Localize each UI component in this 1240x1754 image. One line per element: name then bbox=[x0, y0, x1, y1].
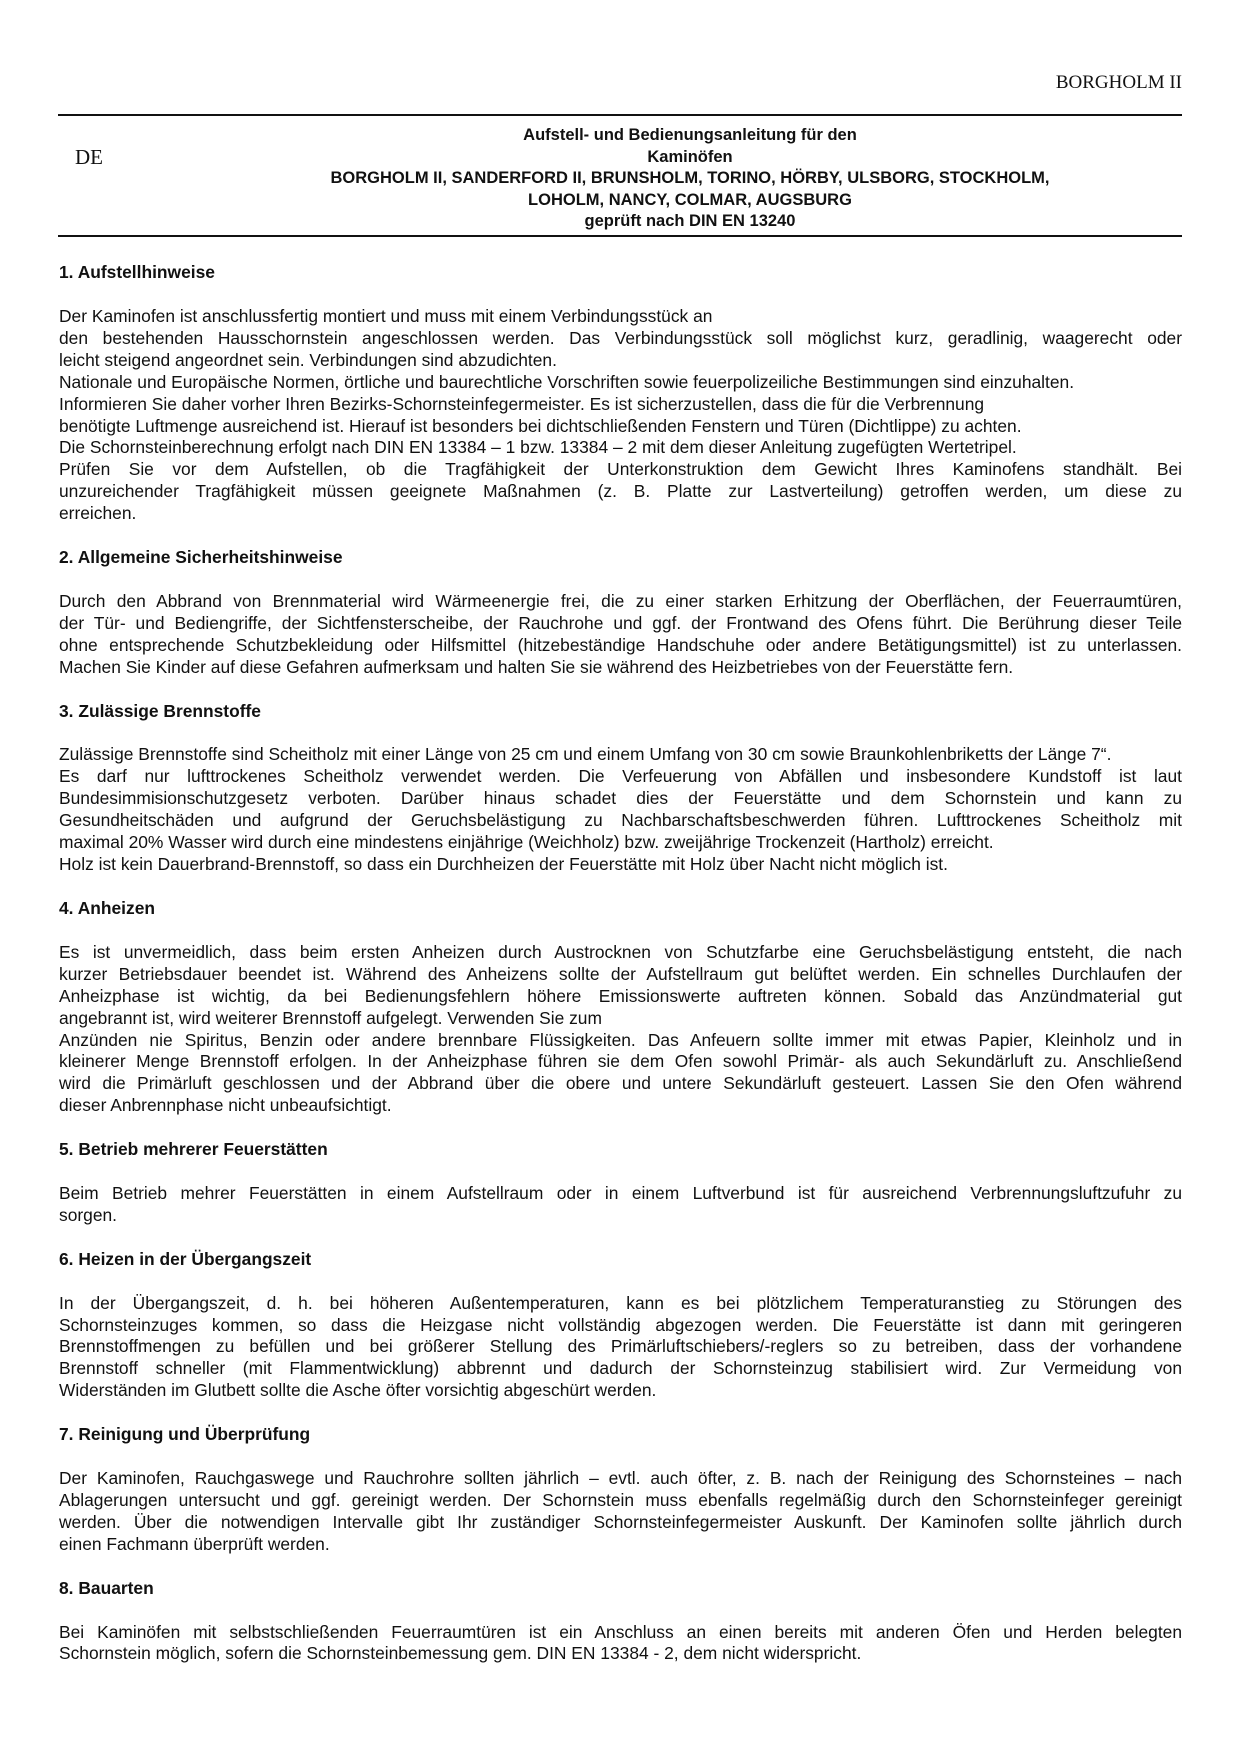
title-line: Aufstell- und Bedienungsanleitung für den bbox=[523, 126, 857, 144]
text-line: Informieren Sie daher vorher Ihren Bezirks-Schornsteinfegermeister. Es ist sicherzustellen, dass die für die Verbrennung bbox=[59, 393, 985, 414]
section-body bbox=[59, 1468, 1182, 1556]
paragraph bbox=[59, 372, 1182, 394]
section-body bbox=[59, 1183, 1182, 1227]
text-line: der Tür- und Bediengriffe, der Sichtfensterscheibe, der Rauchrohe und ggf. der Frontwand des Ofens führt. Die Berührung dieser Teile bbox=[59, 612, 1182, 633]
text-line: Es darf nur lufttrockenes Scheitholz verwendet werden. Die Verfeuerung von Abfällen und insbesondere Kundstoff ist laut bbox=[59, 766, 1182, 787]
text-line: Holz ist kein Dauerbrand-Brennstoff, so dass ein Durchheizen der Feuerstätte mit Holz über Nacht nicht möglich ist. bbox=[59, 854, 948, 875]
text-line: benötigte Luftmenge ausreichend ist. Hierauf ist besonders bei dichtschließenden Fenstern und Türen (Dichtlippe) zu achten. bbox=[59, 415, 1022, 436]
text-line: Brennstoffmengen zu befüllen und bei größerer Stellung des Primärluftschiebers/-reglers so zu betreiben, dass der vorhandene bbox=[59, 1336, 1182, 1357]
language-code: DE bbox=[75, 145, 103, 169]
text-line: Schornstein möglich, sofern die Schornsteinbemessung gem. DIN EN 13384 - 2, dem nicht widerspricht. bbox=[59, 1643, 862, 1664]
text-line: wird die Primärluft geschlossen und der Abbrand über die obere und untere Sekundärluft gesteuert. Lassen Sie den Ofen während bbox=[59, 1073, 1182, 1094]
paragraph bbox=[59, 854, 1182, 876]
section-body bbox=[59, 744, 1182, 876]
text-line: erreichen. bbox=[59, 503, 137, 524]
text-line: leicht steigend angeordnet sein. Verbindungen sind abzudichten. bbox=[59, 349, 557, 370]
text-line: Brennstoff schneller (mit Flammentwicklung) abbrennt und dadurch der Schornsteinzug stabilisiert wird. Zur Vermeidung von bbox=[59, 1358, 1182, 1379]
title-line: LOHOLM, NANCY, COLMAR, AUGSBURG bbox=[528, 190, 852, 209]
section-heading: 3. Zulässige Brennstoffe bbox=[59, 700, 261, 721]
section-body bbox=[59, 942, 1182, 1117]
paragraph bbox=[59, 416, 1182, 438]
section-heading: 6. Heizen in der Übergangszeit bbox=[59, 1248, 312, 1269]
paragraph bbox=[59, 394, 1182, 416]
section-heading: 2. Allgemeine Sicherheitshinweise bbox=[59, 547, 343, 568]
paragraph bbox=[59, 1183, 1182, 1227]
text-line: Zulässige Brennstoffe sind Scheitholz mit einer Länge von 25 cm und einem Umfang von 30 cm sowie Braunkohlenbriketts der Länge 7“. bbox=[59, 744, 1112, 765]
paragraph bbox=[59, 1030, 1182, 1118]
text-line: Der Kaminofen ist anschlussfertig montiert und muss mit einem Verbindungsstück an bbox=[59, 305, 713, 326]
paragraph bbox=[59, 328, 1182, 372]
header-rule-bottom bbox=[58, 235, 1182, 237]
text-line: unzureichender Tragfähigkeit müssen geeignete Maßnahmen (z. B. Platte zur Lastverteilung) getroffen werden, um diese zu bbox=[59, 481, 1182, 502]
text-line: Machen Sie Kinder auf diese Gefahren aufmerksam und halten Sie sie während des Heizbetriebes von der Feuerstätte fern. bbox=[59, 656, 1014, 677]
header-rule-top bbox=[58, 114, 1182, 116]
text-line: kurzer Betriebsdauer beendet ist. Während des Anheizens sollte der Aufstellraum gut belüftet werden. Ein schnelles Durchlaufen der bbox=[59, 963, 1182, 984]
document-title bbox=[160, 125, 1220, 233]
text-line: ohne entsprechende Schutzbekleidung oder Hilfsmittel (hitzebeständige Handschuhe oder andere Betätigungsmittel) ist zu unterlassen. bbox=[59, 634, 1182, 655]
text-line: Der Kaminofen, Rauchgaswege und Rauchrohre sollten jährlich – evtl. auch öfter, z. B. nach der Reinigung des Schornsteines – nach bbox=[59, 1468, 1182, 1489]
text-line: Widerständen im Glutbett sollte die Asche öfter vorsichtig abgeschürt werden. bbox=[59, 1380, 657, 1401]
text-line: Schornsteinzuges kommen, so dass die Heizgase nicht vollständig abgezogen werden. Die Feuerstätte ist dann mit geringeren bbox=[59, 1314, 1182, 1335]
text-line: maximal 20% Wasser wird durch eine mindestens einjährige (Weichholz) bzw. zweijährige Trockenzeit (Hartholz) erreicht. bbox=[59, 832, 994, 853]
paragraph bbox=[59, 942, 1182, 1030]
text-line: Durch den Abbrand von Brennmaterial wird Wärmeenergie frei, die zu einer starken Erhitzung der Oberflächen, der Feuerraumtüren, bbox=[59, 590, 1182, 611]
text-line: einen Fachmann überprüft werden. bbox=[59, 1533, 330, 1554]
text-line: Prüfen Sie vor dem Aufstellen, ob die Tragfähigkeit der Unterkonstruktion dem Gewicht Ihres Kaminofens standhält. Bei bbox=[59, 459, 1182, 480]
title-line: BORGHOLM II, SANDERFORD II, BRUNSHOLM, TORINO, HÖRBY, ULSBORG, STOCKHOLM, bbox=[330, 169, 1050, 187]
paragraph bbox=[59, 744, 1182, 766]
text-line: Es ist unvermeidlich, dass beim ersten Anheizen durch Austrocknen von Schutzfarbe eine Geruchsbelästigung entsteht, die nach bbox=[59, 941, 1182, 962]
text-line: Ablagerungen untersucht und ggf. gereinigt werden. Der Schornstein muss ebenfalls regelmäßig durch den Schornsteinfeger gereinigt bbox=[59, 1489, 1182, 1510]
paragraph bbox=[59, 1468, 1182, 1556]
text-line: dieser Anbrennphase nicht unbeaufsichtigt. bbox=[59, 1095, 392, 1116]
text-line: Bei Kaminöfen mit selbstschließenden Feuerraumtüren ist ein Anschluss an einen bereits mit anderen Öfen und Herden belegten bbox=[59, 1621, 1182, 1642]
paragraph bbox=[59, 1622, 1182, 1666]
text-line: angebrannt ist, wird weiterer Brennstoff aufgelegt. Verwenden Sie zum bbox=[59, 1007, 602, 1028]
text-line: Die Schornsteinberechnung erfolgt nach DIN EN 13384 – 1 bzw. 13384 – 2 mit dem dieser Anleitung zugefügten Wertetripel. bbox=[59, 437, 1017, 458]
section-body bbox=[59, 306, 1182, 525]
paragraph bbox=[59, 1293, 1182, 1403]
text-line: werden. Über die notwendigen Intervalle gibt Ihr zuständiger Schornsteinfegermeister Auskunft. Der Kaminofen sollte jährlich durch bbox=[59, 1511, 1182, 1532]
text-line: sorgen. bbox=[59, 1204, 118, 1225]
section-heading: 4. Anheizen bbox=[59, 897, 155, 918]
text-line: In der Übergangszeit, d. h. bei höheren Außentemperaturen, kann es bei plötzlichem Temperaturanstieg zu Störungen des bbox=[59, 1292, 1182, 1313]
title-line: Kaminöfen bbox=[647, 147, 733, 166]
section-body bbox=[59, 1622, 1182, 1666]
paragraph bbox=[59, 766, 1182, 854]
title-line: geprüft nach DIN EN 13240 bbox=[584, 212, 796, 230]
text-line: Nationale und Europäische Normen, örtliche und baurechtliche Vorschriften sowie feuerpolizeiliche Bestimmungen sind einzuhalten. bbox=[59, 371, 1075, 392]
text-line: Anheizphase ist wichtig, da bei Bedienungsfehlern höhere Emissionswerte auftreten können. Sobald das Anzündmaterial gut bbox=[59, 985, 1182, 1006]
text-line: Anzünden nie Spiritus, Benzin oder andere brennbare Flüssigkeiten. Das Anfeuern sollte immer mit etwas Papier, Kleinholz und in bbox=[59, 1029, 1182, 1050]
text-line: Gesundheitschäden und aufgrund der Geruchsbelästigung zu Nachbarschaftsbeschwerden führen. Lufttrockenes Scheitholz mit bbox=[59, 810, 1182, 831]
section-body bbox=[59, 591, 1182, 679]
paragraph bbox=[59, 437, 1182, 459]
paragraph bbox=[59, 591, 1182, 679]
document-body bbox=[59, 262, 1182, 1687]
running-header-title: BORGHOLM II bbox=[1055, 72, 1182, 93]
text-line: Beim Betrieb mehrer Feuerstätten in einem Aufstellraum oder in einem Luftverbund ist für ausreichend Verbrennungsluftzufuhr zu bbox=[59, 1183, 1182, 1203]
section-heading: 5. Betrieb mehrerer Feuerstätten bbox=[59, 1139, 328, 1160]
section-heading: 8. Bauarten bbox=[59, 1577, 154, 1598]
section-heading: 1. Aufstellhinweise bbox=[59, 262, 215, 282]
text-line: kleinerer Menge Brennstoff erfolgen. In der Anheizphase führen sie dem Ofen sowohl Primär- als auch Sekundärluft zu. Anschließend bbox=[59, 1051, 1182, 1072]
text-line: Bundesimmisionschutzgesetz verboten. Darüber hinaus schadet dies der Feuerstätte und dem Schornstein und kann zu bbox=[59, 788, 1182, 809]
section-body bbox=[59, 1293, 1182, 1403]
paragraph bbox=[59, 306, 1182, 328]
text-line: den bestehenden Hausschornstein angeschlossen werden. Das Verbindungsstück soll möglichst kurz, geradlinig, waagerecht oder bbox=[59, 327, 1182, 348]
paragraph bbox=[59, 459, 1182, 525]
section-heading: 7. Reinigung und Überprüfung bbox=[59, 1424, 311, 1445]
